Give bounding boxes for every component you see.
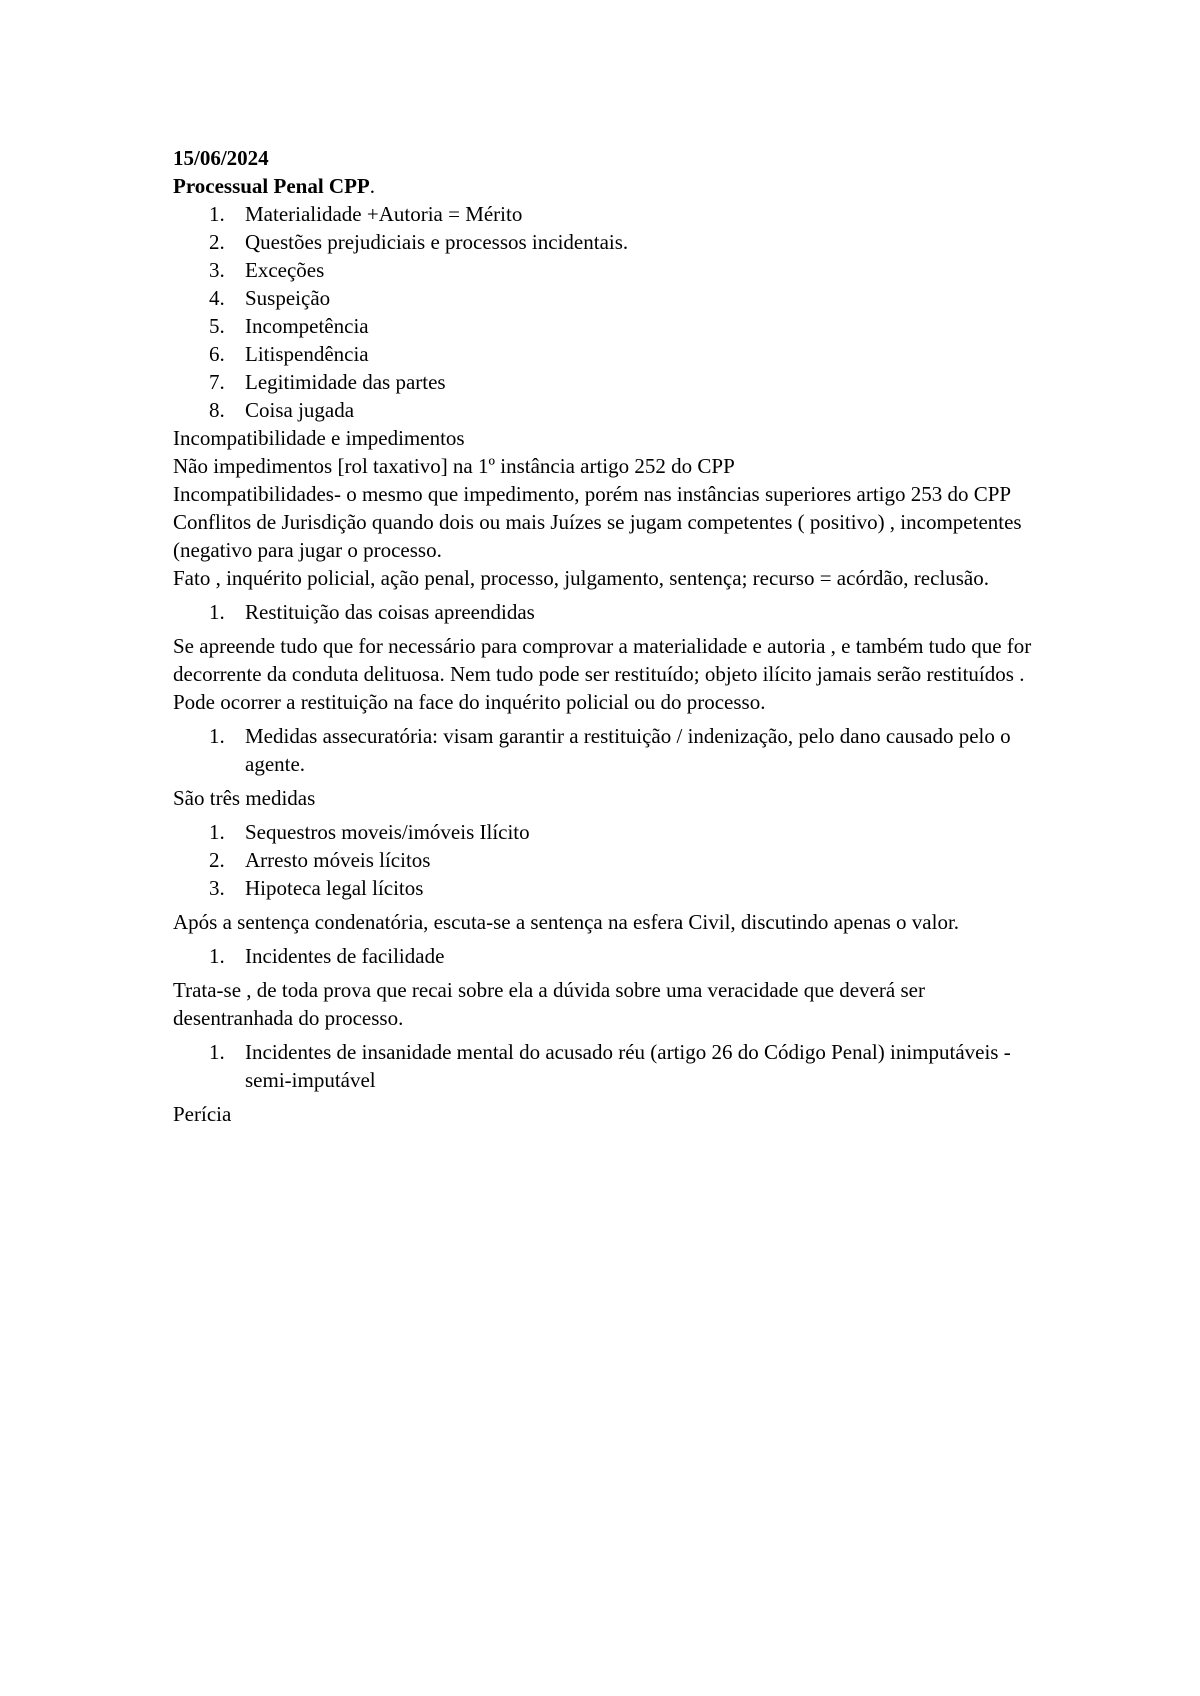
list-item xyxy=(173,598,1043,626)
list-item-text: Questões prejudiciais e processos incidentais. xyxy=(245,230,629,254)
list-number: 2. xyxy=(209,230,225,254)
paragraph-sentenca: Após a sentença condenatória, escuta-se a sentença na esfera Civil, discutindo apenas o valor. xyxy=(173,910,960,934)
paragraph-pericia: Perícia xyxy=(173,1102,232,1126)
list-item-text: Suspeição xyxy=(245,286,331,310)
list-number: 1. xyxy=(209,202,225,226)
document-date: 15/06/2024 xyxy=(173,146,269,170)
list-item xyxy=(173,874,1043,902)
list-item xyxy=(173,396,1043,424)
list-number: 5. xyxy=(209,314,225,338)
list-number: 8. xyxy=(209,398,225,422)
paragraph-impedimentos: Não impedimentos [rol taxativo] na 1º instância artigo 252 do CPP xyxy=(173,454,735,478)
list-item xyxy=(173,846,1043,874)
list-number: 1. xyxy=(209,944,225,968)
list-item-text: Arresto móveis lícitos xyxy=(245,848,431,872)
document-title: Processual Penal CPP xyxy=(173,174,370,198)
list-item-text: Medidas assecuratória: visam garantir a restituição / indenização, pelo dano causado pelo o agente. xyxy=(245,724,1011,776)
list-number: 6. xyxy=(209,342,225,366)
list-number: 4. xyxy=(209,286,225,310)
list-number: 2. xyxy=(209,848,225,872)
paragraph-tres-medidas: São três medidas xyxy=(173,786,316,810)
list-number: 1. xyxy=(209,820,225,844)
restituicao-list xyxy=(173,598,1043,626)
list-item-text: Restituição das coisas apreendidas xyxy=(245,600,535,624)
list-item-text: Coisa jugada xyxy=(245,398,355,422)
list-number: 7. xyxy=(209,370,225,394)
list-item xyxy=(173,256,1043,284)
list-item xyxy=(173,942,1043,970)
document-page xyxy=(173,144,1043,1128)
paragraph-conflitos: Conflitos de Jurisdição quando dois ou mais Juízes se jugam competentes ( positivo) , incompetentes (negativo para jugar o processo. xyxy=(173,510,1022,562)
list-number: 1. xyxy=(209,724,225,748)
list-item-text: Legitimidade das partes xyxy=(245,370,446,394)
document-title-line xyxy=(173,172,1043,200)
paragraph-apreensao: Se apreende tudo que for necessário para comprovar a materialidade e autoria , e também tudo que for decorrente da conduta delituosa. Nem tudo pode ser restituído; objeto ilícito jamais serão restituídos . Pode ocorrer a restituição na face do inquérito policial ou do processo. xyxy=(173,634,1032,714)
list-item xyxy=(173,722,1043,778)
topics-list xyxy=(173,200,1043,424)
list-number: 1. xyxy=(209,600,225,624)
paragraph-incompatibilidades: Incompatibilidades- o mesmo que impedimento, porém nas instâncias superiores artigo 253 do CPP xyxy=(173,482,1012,506)
list-item xyxy=(173,1038,1043,1094)
incidentes-list xyxy=(173,942,1043,970)
list-item xyxy=(173,818,1043,846)
list-item-text: Incompetência xyxy=(245,314,369,338)
list-item xyxy=(173,200,1043,228)
paragraph-fato: Fato , inquérito policial, ação penal, processo, julgamento, sentença; recurso = acórdão, reclusão. xyxy=(173,566,989,590)
list-item-text: Hipoteca legal lícitos xyxy=(245,876,424,900)
list-item-text: Exceções xyxy=(245,258,325,282)
list-item-text: Materialidade +Autoria = Mérito xyxy=(245,202,523,226)
tres-medidas-list xyxy=(173,818,1043,902)
medidas-list xyxy=(173,722,1043,778)
list-item xyxy=(173,228,1043,256)
document-title-suffix: . xyxy=(369,174,376,198)
list-item xyxy=(173,340,1043,368)
list-item xyxy=(173,284,1043,312)
insanidade-list xyxy=(173,1038,1043,1094)
list-item xyxy=(173,368,1043,396)
paragraph-trata-se: Trata-se , de toda prova que recai sobre ela a dúvida sobre uma veracidade que deverá ser desentranhada do processo. xyxy=(173,978,925,1030)
paragraph-incompatibilidade: Incompatibilidade e impedimentos xyxy=(173,426,465,450)
list-item-text: Incidentes de facilidade xyxy=(245,944,445,968)
list-number: 1. xyxy=(209,1040,225,1064)
list-item-text: Sequestros moveis/imóveis Ilícito xyxy=(245,820,530,844)
list-number: 3. xyxy=(209,876,225,900)
list-item-text: Incidentes de insanidade mental do acusado réu (artigo 26 do Código Penal) inimputáveis -semi-imputável xyxy=(245,1040,1011,1092)
list-item xyxy=(173,312,1043,340)
list-number: 3. xyxy=(209,258,225,282)
list-item-text: Litispendência xyxy=(245,342,369,366)
